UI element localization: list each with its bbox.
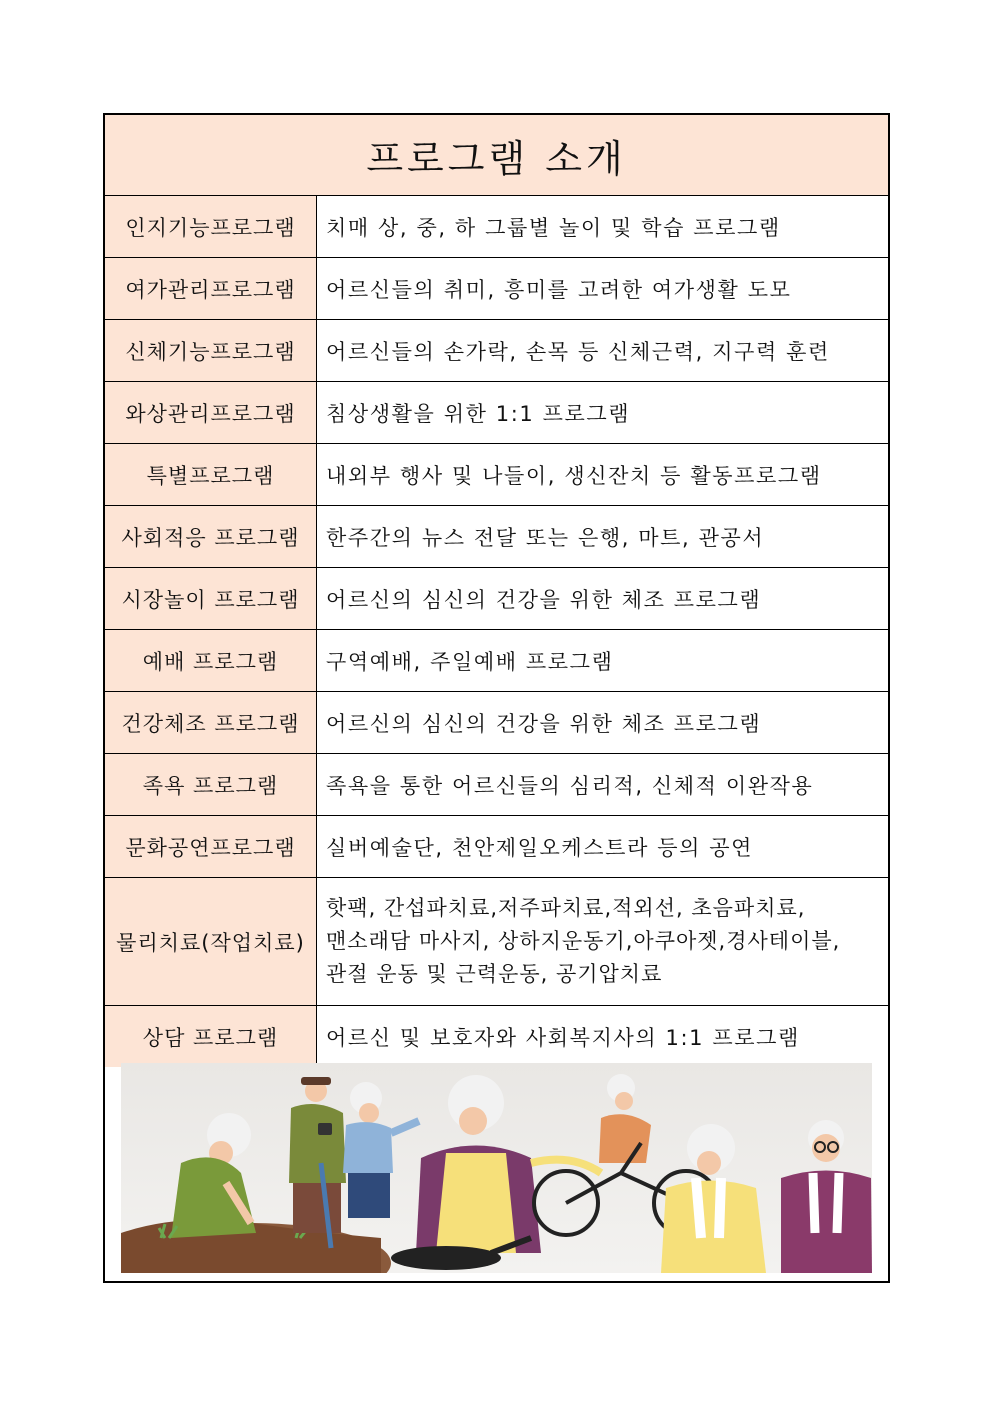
physio-line: 맨소래담 마사지, 상하지운동기,아쿠아젯,경사테이블, [326, 929, 841, 953]
program-description: 한주간의 뉴스 전달 또는 은행, 마트, 관공서 [326, 525, 765, 550]
page-title: 프로그램 소개 [366, 136, 627, 181]
table-row [105, 444, 888, 506]
program-description: 내외부 행사 및 나들이, 생신잔치 등 활동프로그램 [326, 463, 822, 488]
table-row [105, 1006, 888, 1067]
table-row [105, 754, 888, 816]
program-label: 상담 프로그램 [105, 1006, 317, 1067]
title-row [105, 115, 888, 196]
table-row [105, 382, 888, 444]
table-row [105, 258, 888, 320]
physio-line: 핫팩, 간섭파치료,저주파치료,적외선, 초음파치료, [326, 896, 806, 920]
table-row [105, 816, 888, 878]
program-description: 치매 상, 중, 하 그룹별 놀이 및 학습 프로그램 [326, 215, 781, 240]
program-description: 어르신 및 보호자와 사회복지사의 1:1 프로그램 [326, 1025, 800, 1050]
table-row [105, 692, 888, 754]
program-label: 물리치료(작업치료) [105, 878, 317, 1005]
program-label: 인지기능프로그램 [105, 196, 317, 257]
program-description: 어르신의 심신의 건강을 위한 체조 프로그램 [326, 711, 762, 736]
program-label: 문화공연프로그램 [105, 816, 317, 877]
table-row [105, 568, 888, 630]
table-row [105, 320, 888, 382]
physio-line: 관절 운동 및 근력운동, 공기압치료 [326, 962, 663, 986]
program-description: 구역예배, 주일예배 프로그램 [326, 649, 614, 674]
program-label: 건강체조 프로그램 [105, 692, 317, 753]
program-label: 신체기능프로그램 [105, 320, 317, 381]
program-label: 예배 프로그램 [105, 630, 317, 691]
senior-activities-illustration [121, 1063, 872, 1273]
program-table [103, 113, 890, 1283]
program-description: 어르신의 심신의 건강을 위한 체조 프로그램 [326, 587, 762, 612]
program-label: 특별프로그램 [105, 444, 317, 505]
table-row [105, 196, 888, 258]
program-description: 어르신들의 손가락, 손목 등 신체근력, 지구력 훈련 [326, 339, 830, 364]
table-row-physio [105, 878, 888, 1006]
program-description: 족욕을 통한 어르신들의 심리적, 신체적 이완작용 [326, 773, 814, 798]
table-row [105, 506, 888, 568]
program-label: 여가관리프로그램 [105, 258, 317, 319]
program-description: 실버예술단, 천안제일오케스트라 등의 공연 [326, 835, 754, 860]
table-row [105, 630, 888, 692]
program-description: 어르신들의 취미, 흥미를 고려한 여가생활 도모 [326, 277, 792, 302]
program-label: 와상관리프로그램 [105, 382, 317, 443]
program-description: 침상생활을 위한 1:1 프로그램 [326, 401, 631, 426]
program-description [317, 878, 888, 1005]
program-label: 족욕 프로그램 [105, 754, 317, 815]
program-label: 시장놀이 프로그램 [105, 568, 317, 629]
program-label: 사회적응 프로그램 [105, 506, 317, 567]
